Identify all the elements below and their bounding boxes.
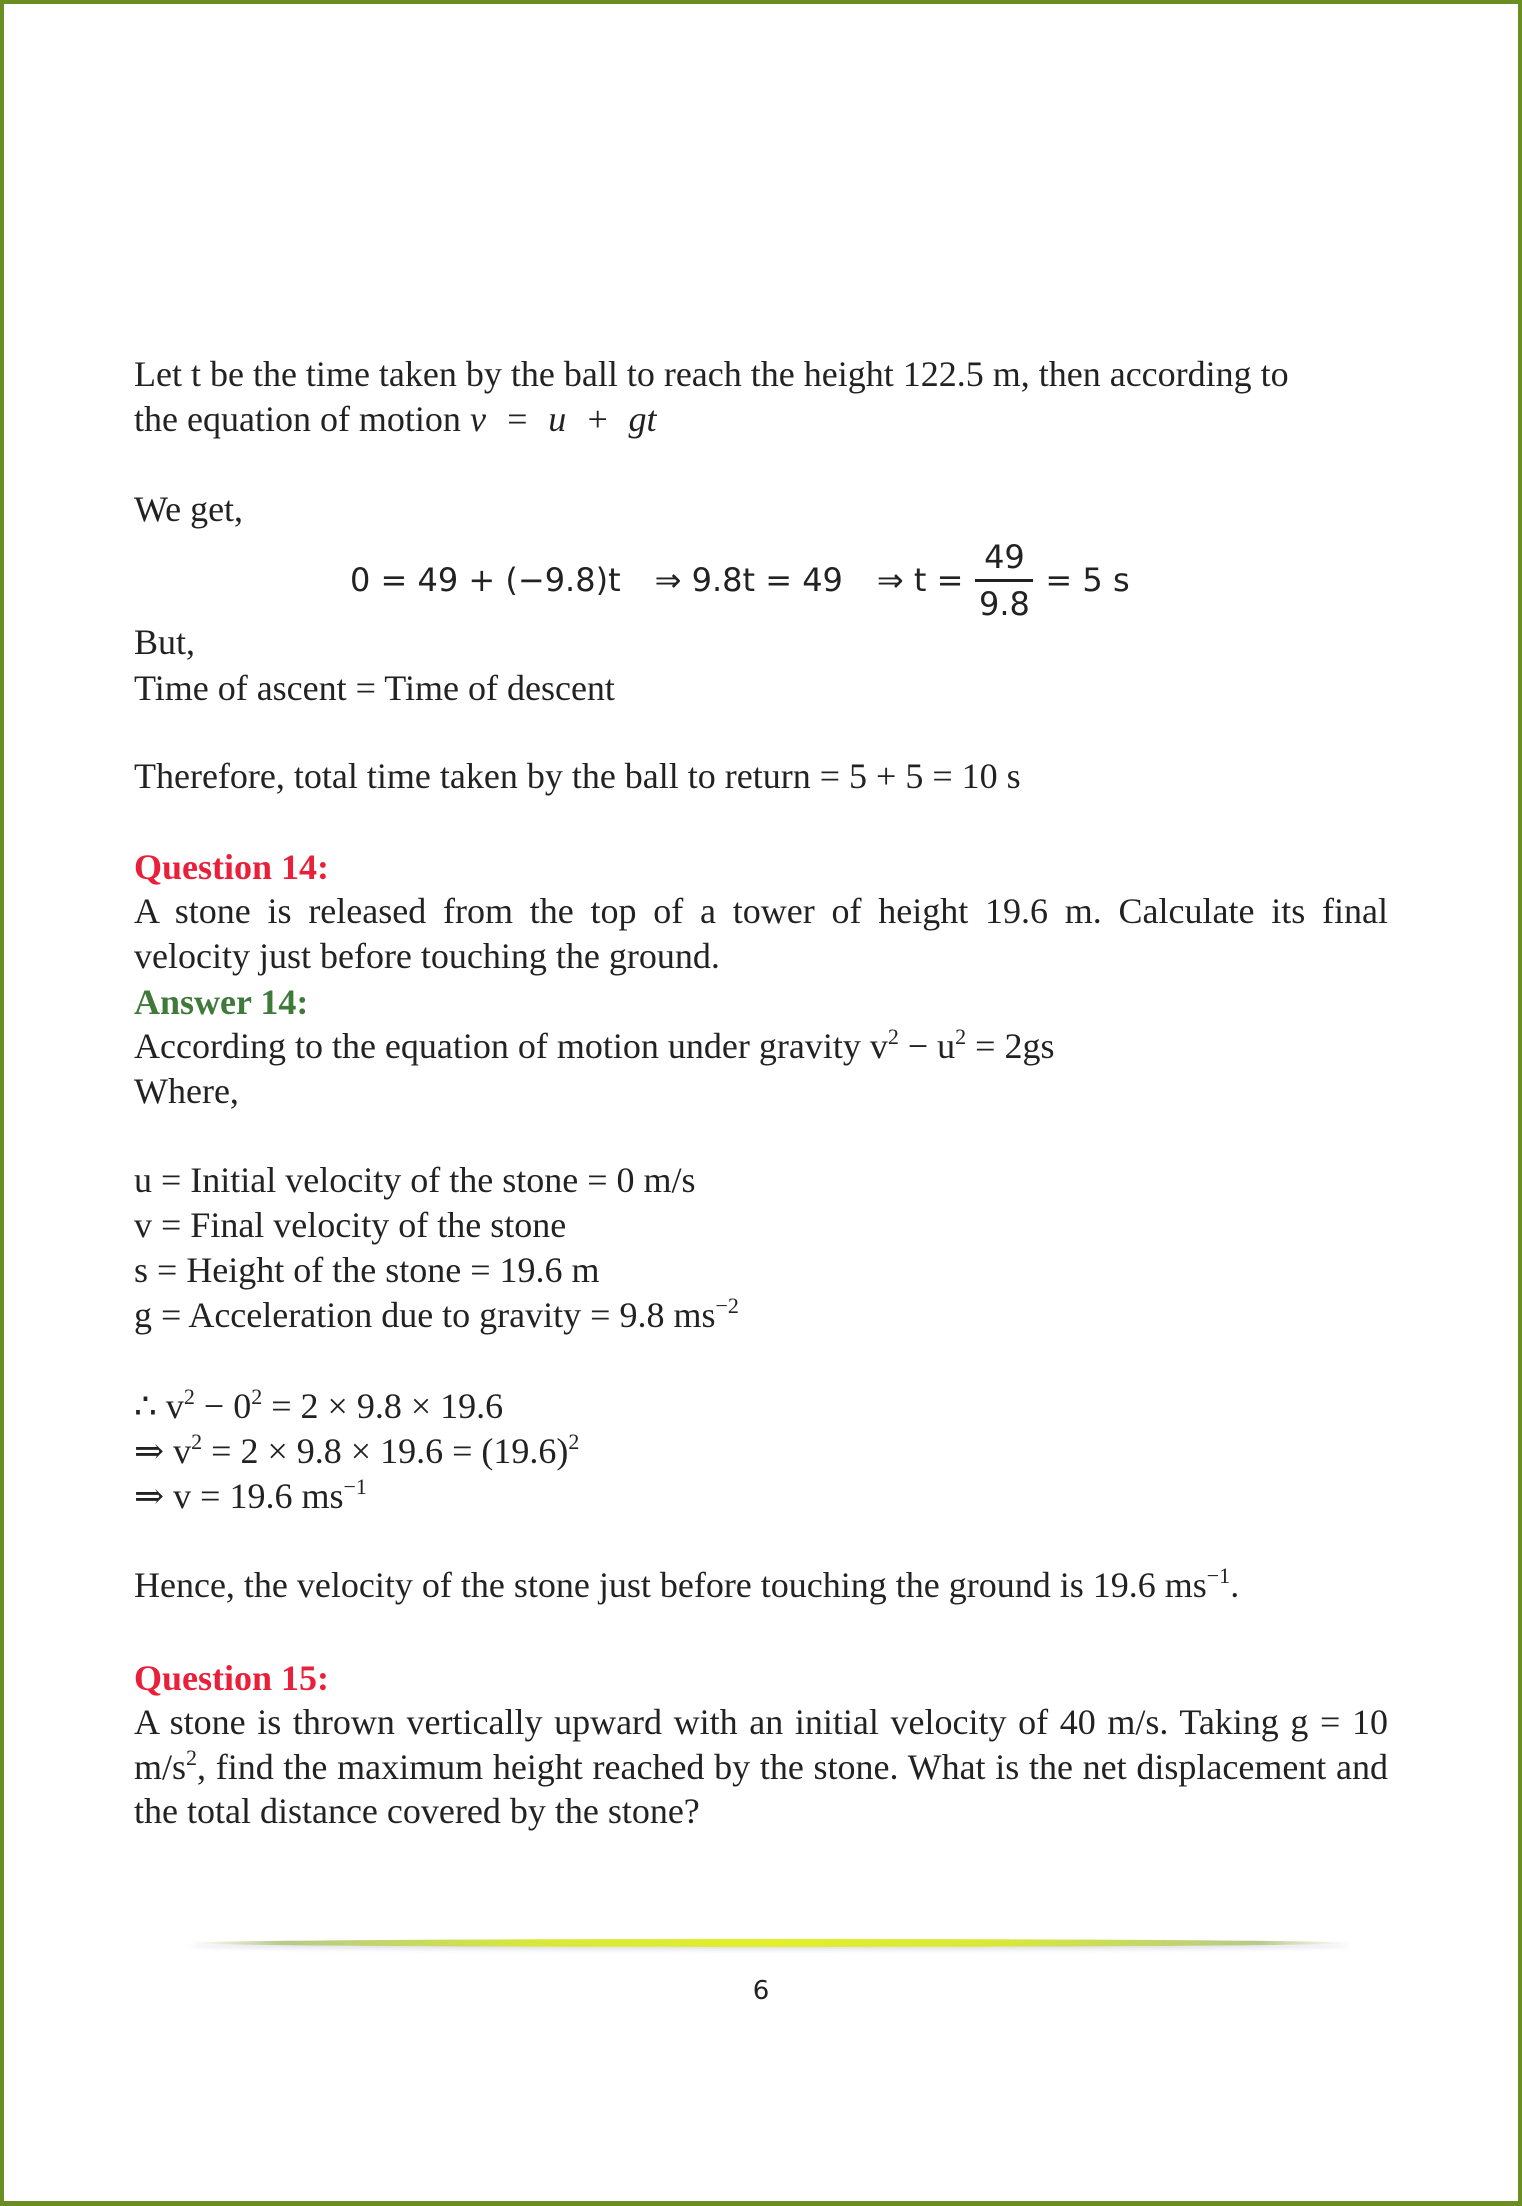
definition-u: u = Initial velocity of the stone = 0 m/s [134, 1160, 696, 1200]
ascent-descent-statement: Time of ascent = Time of descent [134, 668, 615, 708]
eqn-part-3: ⇒ t = [876, 561, 964, 599]
definition-s: s = Height of the stone = 19.6 m [134, 1250, 600, 1290]
prev-answer-line-2 [134, 397, 657, 441]
but-label: But, [134, 622, 196, 662]
definition-v: v = Final velocity of the stone [134, 1205, 567, 1245]
answer-14-heading: Answer 14: [134, 982, 309, 1022]
answer-14-conclusion: Hence, the velocity of the stone just before touching the ground is 19.6 $ms^{-1}$. [134, 1563, 1240, 1605]
prev-answer-line-2-text: the equation of motion [134, 399, 470, 439]
page-number: 6 [752, 1976, 770, 2006]
definition-g: g = Acceleration due to gravity = 9.8 $ms^{-2}$ [134, 1293, 739, 1335]
question-15-heading: Question 15: [134, 1658, 330, 1698]
prev-answer-line-1: Let t be the time taken by the ball to reach the height 122.5 m, then according to [134, 354, 1289, 394]
answer-14-intro: According to the equation of motion under gravity $v^2 - u^2 = 2gs$ [134, 1024, 1055, 1066]
fraction-bar [975, 579, 1033, 582]
equation-inline-v-u-gt: v = u + gt [469, 399, 657, 439]
footer-divider [190, 1939, 1350, 1947]
step-2: ⇒ $v^2 = 2 \times 9.8 \times 19.6 = (19.6)^2$ [134, 1429, 580, 1471]
eqn-part-2: ⇒ 9.8t = 49 [654, 561, 843, 599]
total-time-statement: Therefore, total time taken by the ball to return = 5 + 5 = 10 s [134, 756, 1021, 796]
eqn-part-4: = 5 s [1045, 561, 1130, 599]
we-get-label: We get, [134, 489, 244, 529]
question-15-text: A stone is thrown vertically upward with an initial velocity of 40 m/s. Taking g = 10 $m/s^2$, find the maximum height reached by the stone. What is the net displacement and the total distance covered by the stone? [134, 1702, 1388, 1831]
fraction-49-over-9-8 [975, 537, 1033, 624]
where-label: Where, [134, 1071, 239, 1111]
time-equation [350, 530, 1130, 630]
eqn-part-1: 0 = 49 + (−9.8)t [350, 561, 621, 599]
fraction-denominator: 9.8 [978, 584, 1030, 623]
question-14-heading: Question 14: [134, 847, 330, 887]
fraction-numerator: 49 [984, 537, 1025, 576]
step-1: ∴ $v^2 - 0^2 = 2 \times 9.8 \times 19.6$ [134, 1384, 504, 1426]
question-14-text: A stone is released from the top of a tower of height 19.6 m. Calculate its final velocity just before touching the ground. [134, 891, 1388, 976]
step-3: ⇒ v = 19.6 $ms^{-1}$ [134, 1474, 367, 1516]
